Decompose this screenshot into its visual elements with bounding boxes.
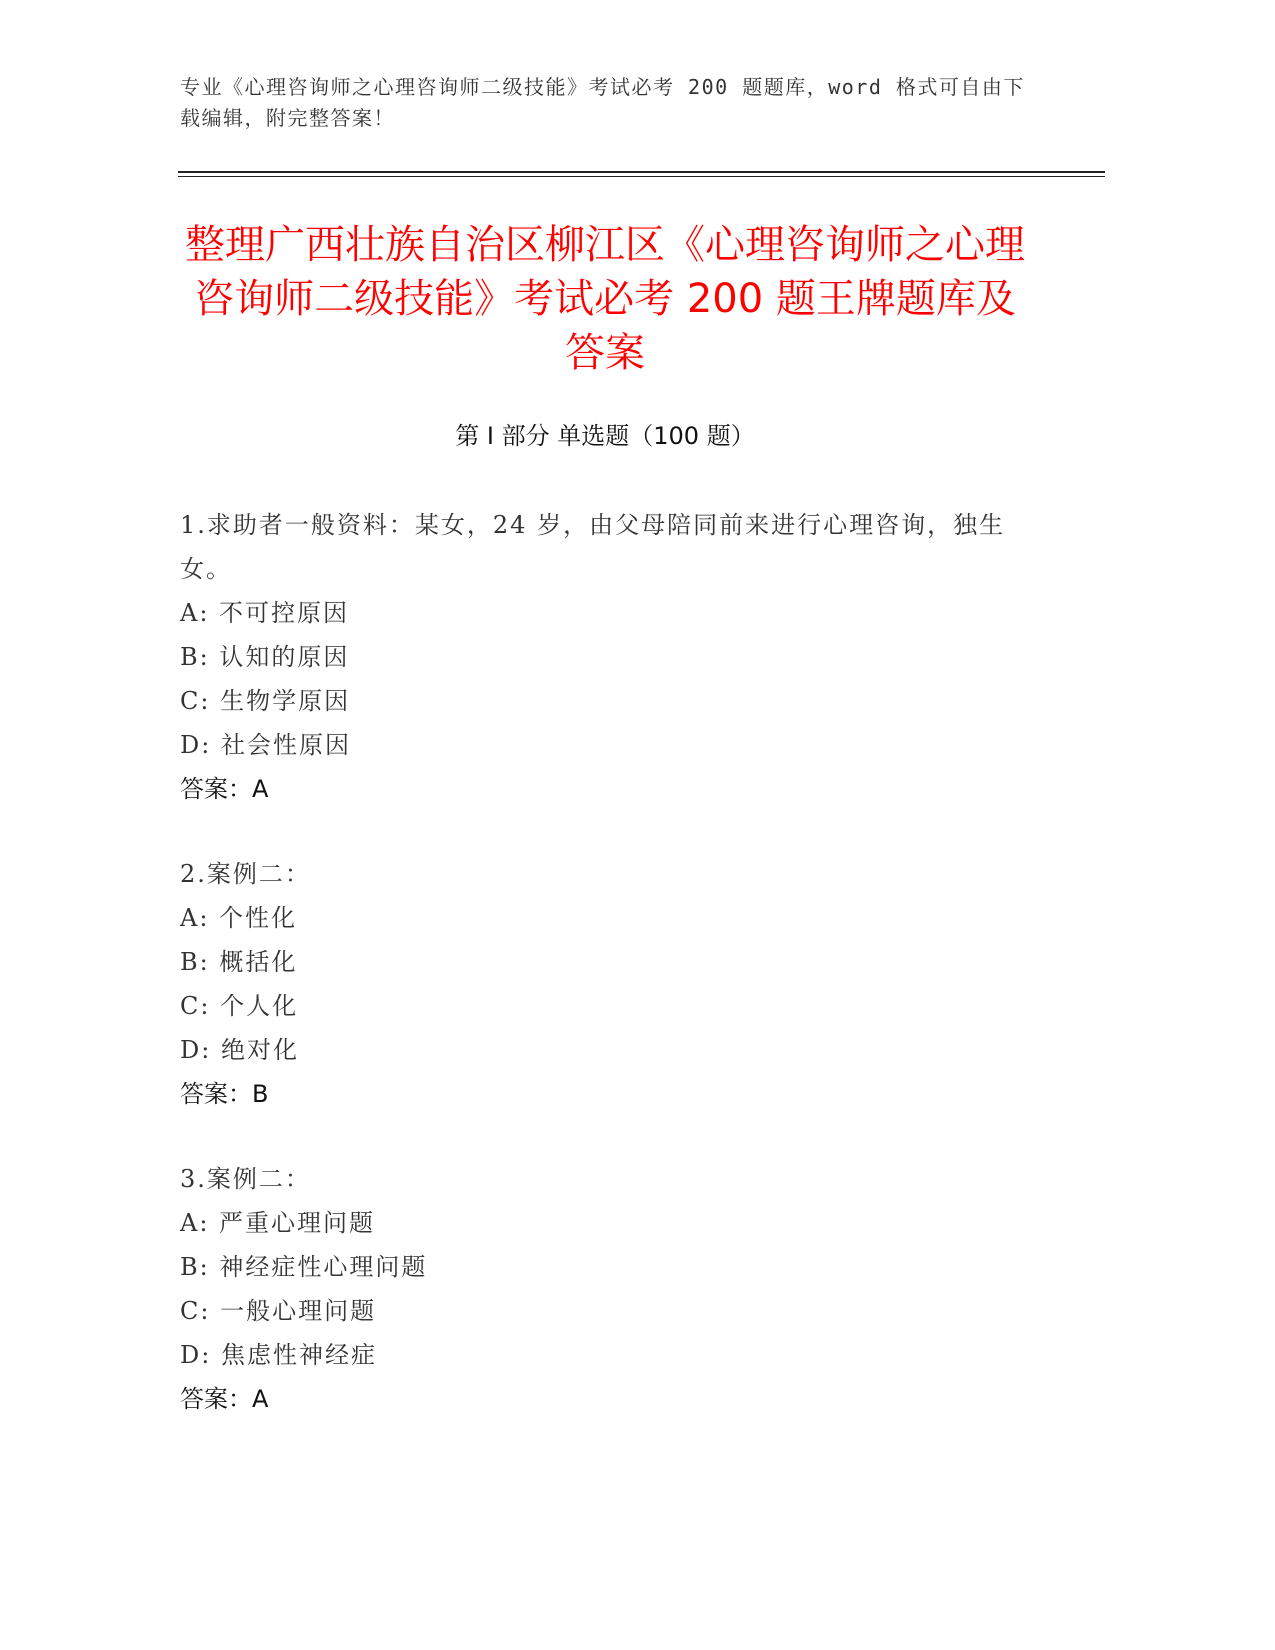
option-b: B: 概括化 (180, 948, 298, 976)
option-a: A: 严重心理问题 (180, 1209, 376, 1237)
option-c: C: 生物学原因 (180, 687, 351, 715)
option-d: D: 绝对化 (180, 1036, 299, 1064)
option-a: A: 个性化 (180, 904, 298, 932)
question-stem: 3.案例二： (180, 1165, 311, 1193)
question-answer: 答案：A (180, 1385, 269, 1413)
question-answer: 答案：B (180, 1080, 269, 1108)
question-answer: 答案：A (180, 775, 269, 803)
option-b: B: 认知的原因 (180, 643, 350, 671)
question-item (180, 852, 1030, 1116)
option-d: D: 焦虑性神经症 (180, 1341, 377, 1369)
option-a: A: 不可控原因 (180, 599, 350, 627)
option-c: C: 一般心理问题 (180, 1297, 377, 1325)
option-c: C: 个人化 (180, 992, 299, 1020)
question-item (180, 503, 1030, 811)
header-note: 专业《心理咨询师之心理咨询师二级技能》考试必考 200 题题库，word 格式可自由下载编辑，附完整答案！ (180, 75, 1025, 130)
section-heading: 第 I 部分 单选题（100 题） (455, 422, 755, 450)
question-stem: 1.求助者一般资料：某女，24 岁，由父母陪同前来进行心理咨询，独生女。 (180, 511, 1006, 583)
option-d: D: 社会性原因 (180, 731, 351, 759)
option-b: B: 神经症性心理问题 (180, 1253, 428, 1281)
question-stem: 2.案例二： (180, 860, 311, 888)
question-item (180, 1157, 1030, 1421)
header-divider-thick (178, 171, 1105, 173)
document-title: 整理广西壮族自治区柳江区《心理咨询师之心理咨询师二级技能》考试必考 200 题王牌题库及答案 (185, 222, 1025, 376)
header-divider-thin (178, 176, 1105, 177)
